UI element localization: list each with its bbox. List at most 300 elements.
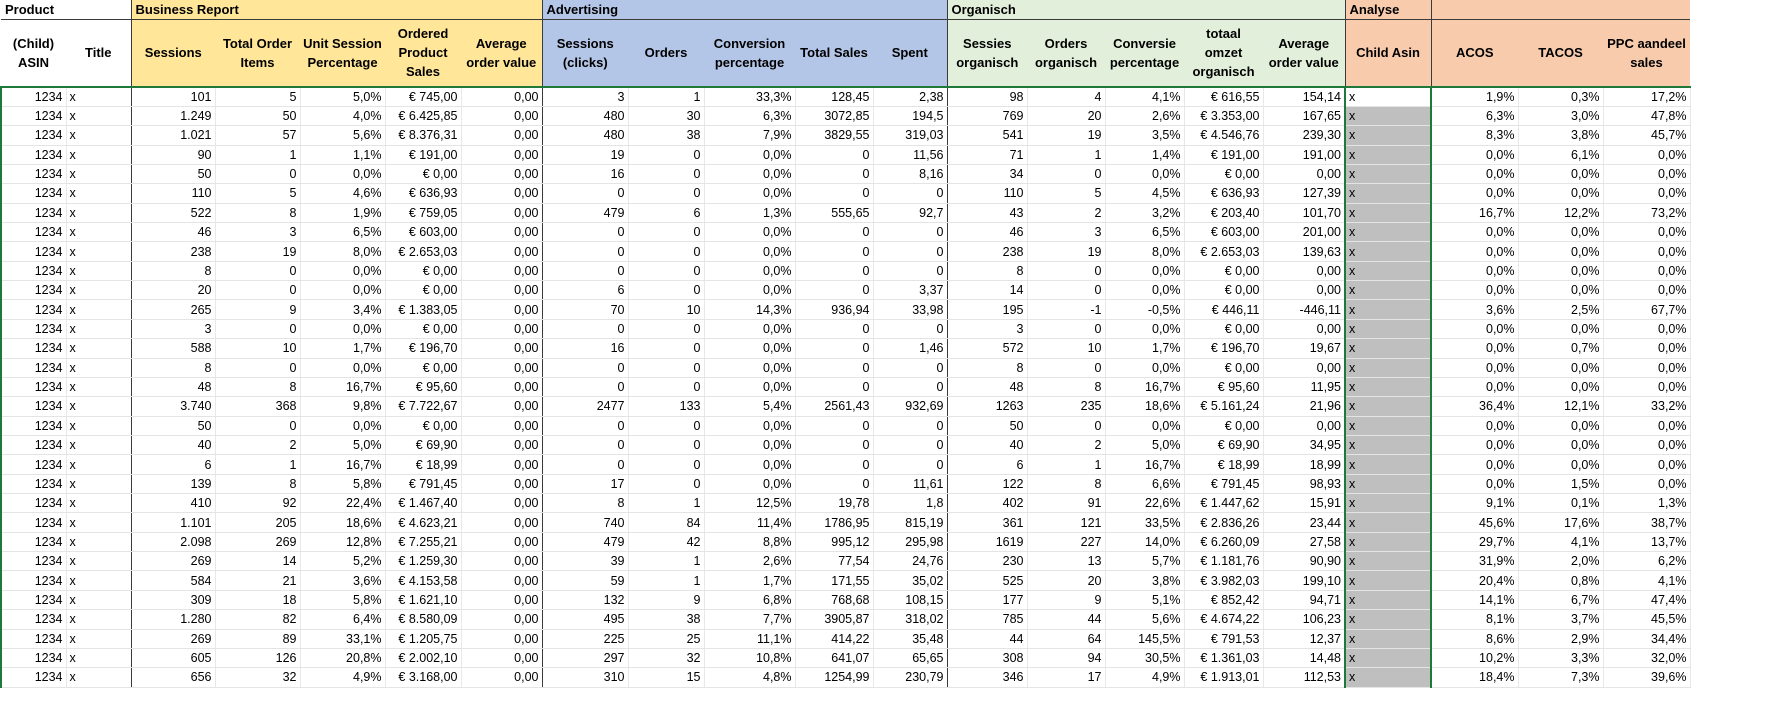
- cell-tacos[interactable]: 0,1%: [1518, 494, 1603, 513]
- cell-acos[interactable]: 29,7%: [1431, 532, 1518, 551]
- cell-sessies-organisch[interactable]: 402: [947, 494, 1027, 513]
- cell-conversie-percentage[interactable]: 1,7%: [1105, 339, 1184, 358]
- cell-conversie-percentage[interactable]: 4,5%: [1105, 184, 1184, 203]
- cell-ppc-aandeel-sales[interactable]: 0,0%: [1603, 474, 1690, 493]
- cell-sessions[interactable]: 50: [131, 164, 215, 183]
- cell-ordered-product-sales[interactable]: € 4.153,58: [385, 571, 461, 590]
- header-spent[interactable]: Spent: [873, 19, 947, 87]
- cell-child-asin[interactable]: x: [1345, 87, 1431, 106]
- cell-spent[interactable]: 295,98: [873, 532, 947, 551]
- cell-sessies-organisch[interactable]: 50: [947, 416, 1027, 435]
- cell-asin[interactable]: 1234: [1, 648, 66, 667]
- cell-conversion-percentage[interactable]: 0,0%: [704, 261, 795, 280]
- cell-sessions[interactable]: 90: [131, 145, 215, 164]
- cell-orders[interactable]: 0: [628, 223, 704, 242]
- cell-acos[interactable]: 0,0%: [1431, 416, 1518, 435]
- cell-spent[interactable]: 8,16: [873, 164, 947, 183]
- cell-sessions[interactable]: 1.021: [131, 126, 215, 145]
- cell-ordered-product-sales[interactable]: € 0,00: [385, 319, 461, 338]
- cell-sessies-organisch[interactable]: 785: [947, 610, 1027, 629]
- cell-orders[interactable]: 1: [628, 571, 704, 590]
- cell-asin[interactable]: 1234: [1, 339, 66, 358]
- cell-total-order-items[interactable]: 0: [215, 358, 300, 377]
- cell-unit-session-percentage[interactable]: 8,0%: [300, 242, 385, 261]
- cell-conversie-percentage[interactable]: 0,0%: [1105, 164, 1184, 183]
- cell-asin[interactable]: 1234: [1, 377, 66, 396]
- cell-ordered-product-sales[interactable]: € 7.722,67: [385, 397, 461, 416]
- cell-ordered-product-sales[interactable]: € 2.653,03: [385, 242, 461, 261]
- cell-child-asin[interactable]: x: [1345, 164, 1431, 183]
- cell-ppc-aandeel-sales[interactable]: 0,0%: [1603, 339, 1690, 358]
- cell-sessions-clicks[interactable]: 0: [542, 377, 628, 396]
- cell-sessions-clicks[interactable]: 0: [542, 223, 628, 242]
- cell-sessies-organisch[interactable]: 46: [947, 223, 1027, 242]
- cell-totaal-omzet-organisch[interactable]: € 0,00: [1184, 164, 1263, 183]
- cell-asin[interactable]: 1234: [1, 164, 66, 183]
- cell-total-sales[interactable]: 2561,43: [795, 397, 873, 416]
- cell-totaal-omzet-organisch[interactable]: € 2.653,03: [1184, 242, 1263, 261]
- cell-spent[interactable]: 35,02: [873, 571, 947, 590]
- cell-conversie-percentage[interactable]: 145,5%: [1105, 629, 1184, 648]
- cell-total-sales[interactable]: 1786,95: [795, 513, 873, 532]
- cell-total-order-items[interactable]: 21: [215, 571, 300, 590]
- cell-tacos[interactable]: 12,1%: [1518, 397, 1603, 416]
- cell-sessions-clicks[interactable]: 480: [542, 126, 628, 145]
- cell-orders[interactable]: 0: [628, 435, 704, 454]
- cell-tacos[interactable]: 12,2%: [1518, 203, 1603, 222]
- cell-orders-organisch[interactable]: 19: [1027, 242, 1105, 261]
- cell-sessies-organisch[interactable]: 34: [947, 164, 1027, 183]
- cell-ordered-product-sales[interactable]: € 8.580,09: [385, 610, 461, 629]
- cell-conversion-percentage[interactable]: 0,0%: [704, 281, 795, 300]
- cell-ordered-product-sales[interactable]: € 196,70: [385, 339, 461, 358]
- cell-unit-session-percentage[interactable]: 0,0%: [300, 281, 385, 300]
- cell-title[interactable]: x: [66, 455, 131, 474]
- cell-conversion-percentage[interactable]: 0,0%: [704, 474, 795, 493]
- header-sessions-clicks[interactable]: Sessions (clicks): [542, 19, 628, 87]
- cell-conversie-percentage[interactable]: 3,5%: [1105, 126, 1184, 145]
- cell-sessions[interactable]: 40: [131, 435, 215, 454]
- cell-orders-organisch[interactable]: 1: [1027, 145, 1105, 164]
- cell-orders[interactable]: 133: [628, 397, 704, 416]
- cell-orders-organisch[interactable]: 5: [1027, 184, 1105, 203]
- cell-tacos[interactable]: 1,5%: [1518, 474, 1603, 493]
- cell-ordered-product-sales[interactable]: € 1.467,40: [385, 494, 461, 513]
- cell-sessies-organisch[interactable]: 48: [947, 377, 1027, 396]
- cell-child-asin[interactable]: x: [1345, 590, 1431, 609]
- cell-org-average-order-value[interactable]: 12,37: [1263, 629, 1345, 648]
- cell-acos[interactable]: 0,0%: [1431, 184, 1518, 203]
- cell-conversie-percentage[interactable]: 4,1%: [1105, 87, 1184, 106]
- cell-spent[interactable]: 319,03: [873, 126, 947, 145]
- cell-conversie-percentage[interactable]: 0,0%: [1105, 358, 1184, 377]
- cell-org-average-order-value[interactable]: 23,44: [1263, 513, 1345, 532]
- cell-totaal-omzet-organisch[interactable]: € 616,55: [1184, 87, 1263, 106]
- cell-conversion-percentage[interactable]: 0,0%: [704, 455, 795, 474]
- cell-tacos[interactable]: 17,6%: [1518, 513, 1603, 532]
- cell-asin[interactable]: 1234: [1, 184, 66, 203]
- cell-unit-session-percentage[interactable]: 20,8%: [300, 648, 385, 667]
- cell-asin[interactable]: 1234: [1, 590, 66, 609]
- cell-title[interactable]: x: [66, 435, 131, 454]
- cell-sessies-organisch[interactable]: 541: [947, 126, 1027, 145]
- cell-org-average-order-value[interactable]: 106,23: [1263, 610, 1345, 629]
- cell-child-asin[interactable]: x: [1345, 532, 1431, 551]
- header-orders-organisch[interactable]: Orders organisch: [1027, 19, 1105, 87]
- cell-conversie-percentage[interactable]: 14,0%: [1105, 532, 1184, 551]
- cell-org-average-order-value[interactable]: 191,00: [1263, 145, 1345, 164]
- cell-org-average-order-value[interactable]: -446,11: [1263, 300, 1345, 319]
- cell-total-order-items[interactable]: 18: [215, 590, 300, 609]
- group-product[interactable]: Product: [1, 0, 131, 19]
- cell-conversie-percentage[interactable]: 3,2%: [1105, 203, 1184, 222]
- cell-conversion-percentage[interactable]: 0,0%: [704, 358, 795, 377]
- cell-asin[interactable]: 1234: [1, 494, 66, 513]
- cell-totaal-omzet-organisch[interactable]: € 0,00: [1184, 416, 1263, 435]
- header-child-asin[interactable]: Child Asin: [1345, 19, 1431, 87]
- cell-sessies-organisch[interactable]: 44: [947, 629, 1027, 648]
- cell-conversie-percentage[interactable]: 16,7%: [1105, 455, 1184, 474]
- cell-title[interactable]: x: [66, 552, 131, 571]
- cell-unit-session-percentage[interactable]: 22,4%: [300, 494, 385, 513]
- cell-org-average-order-value[interactable]: 112,53: [1263, 668, 1345, 687]
- cell-conversie-percentage[interactable]: 16,7%: [1105, 377, 1184, 396]
- header-total-order-items[interactable]: Total Order Items: [215, 19, 300, 87]
- cell-average-order-value[interactable]: 0,00: [461, 494, 542, 513]
- cell-title[interactable]: x: [66, 223, 131, 242]
- cell-ppc-aandeel-sales[interactable]: 0,0%: [1603, 223, 1690, 242]
- cell-spent[interactable]: 815,19: [873, 513, 947, 532]
- cell-total-sales[interactable]: 3829,55: [795, 126, 873, 145]
- cell-ordered-product-sales[interactable]: € 18,99: [385, 455, 461, 474]
- header-orders[interactable]: Orders: [628, 19, 704, 87]
- cell-org-average-order-value[interactable]: 90,90: [1263, 552, 1345, 571]
- cell-average-order-value[interactable]: 0,00: [461, 281, 542, 300]
- cell-conversion-percentage[interactable]: 0,0%: [704, 145, 795, 164]
- cell-ppc-aandeel-sales[interactable]: 0,0%: [1603, 416, 1690, 435]
- cell-conversion-percentage[interactable]: 0,0%: [704, 339, 795, 358]
- header-conversion-percentage[interactable]: Conversion percentage: [704, 19, 795, 87]
- cell-total-order-items[interactable]: 5: [215, 87, 300, 106]
- cell-sessions[interactable]: 2.098: [131, 532, 215, 551]
- group-advertising[interactable]: Advertising: [542, 0, 947, 19]
- cell-tacos[interactable]: 2,9%: [1518, 629, 1603, 648]
- cell-sessions-clicks[interactable]: 70: [542, 300, 628, 319]
- cell-child-asin[interactable]: x: [1345, 358, 1431, 377]
- cell-child-asin[interactable]: x: [1345, 571, 1431, 590]
- cell-totaal-omzet-organisch[interactable]: € 203,40: [1184, 203, 1263, 222]
- cell-total-order-items[interactable]: 92: [215, 494, 300, 513]
- cell-org-average-order-value[interactable]: 0,00: [1263, 416, 1345, 435]
- cell-totaal-omzet-organisch[interactable]: € 3.353,00: [1184, 106, 1263, 125]
- header-sessies-organisch[interactable]: Sessies organisch: [947, 19, 1027, 87]
- cell-conversie-percentage[interactable]: 22,6%: [1105, 494, 1184, 513]
- cell-ppc-aandeel-sales[interactable]: 34,4%: [1603, 629, 1690, 648]
- cell-acos[interactable]: 10,2%: [1431, 648, 1518, 667]
- cell-total-sales[interactable]: 0: [795, 339, 873, 358]
- cell-conversion-percentage[interactable]: 0,0%: [704, 319, 795, 338]
- cell-sessions[interactable]: 265: [131, 300, 215, 319]
- cell-sessions[interactable]: 8: [131, 358, 215, 377]
- cell-sessions[interactable]: 1.280: [131, 610, 215, 629]
- cell-spent[interactable]: 318,02: [873, 610, 947, 629]
- cell-average-order-value[interactable]: 0,00: [461, 261, 542, 280]
- cell-sessies-organisch[interactable]: 308: [947, 648, 1027, 667]
- cell-orders-organisch[interactable]: 4: [1027, 87, 1105, 106]
- cell-sessions[interactable]: 584: [131, 571, 215, 590]
- cell-asin[interactable]: 1234: [1, 145, 66, 164]
- cell-title[interactable]: x: [66, 648, 131, 667]
- cell-spent[interactable]: 1,8: [873, 494, 947, 513]
- cell-totaal-omzet-organisch[interactable]: € 1.447,62: [1184, 494, 1263, 513]
- cell-title[interactable]: x: [66, 319, 131, 338]
- cell-acos[interactable]: 31,9%: [1431, 552, 1518, 571]
- cell-orders-organisch[interactable]: 0: [1027, 416, 1105, 435]
- cell-sessions-clicks[interactable]: 16: [542, 339, 628, 358]
- cell-asin[interactable]: 1234: [1, 474, 66, 493]
- cell-orders-organisch[interactable]: 0: [1027, 319, 1105, 338]
- cell-conversie-percentage[interactable]: 30,5%: [1105, 648, 1184, 667]
- cell-average-order-value[interactable]: 0,00: [461, 223, 542, 242]
- cell-conversie-percentage[interactable]: 5,7%: [1105, 552, 1184, 571]
- cell-ppc-aandeel-sales[interactable]: 32,0%: [1603, 648, 1690, 667]
- cell-sessies-organisch[interactable]: 122: [947, 474, 1027, 493]
- cell-unit-session-percentage[interactable]: 1,9%: [300, 203, 385, 222]
- cell-conversion-percentage[interactable]: 14,3%: [704, 300, 795, 319]
- cell-conversie-percentage[interactable]: 5,1%: [1105, 590, 1184, 609]
- cell-sessies-organisch[interactable]: 14: [947, 281, 1027, 300]
- cell-sessions-clicks[interactable]: 3: [542, 87, 628, 106]
- cell-conversion-percentage[interactable]: 0,0%: [704, 416, 795, 435]
- cell-tacos[interactable]: 0,0%: [1518, 184, 1603, 203]
- cell-org-average-order-value[interactable]: 127,39: [1263, 184, 1345, 203]
- cell-totaal-omzet-organisch[interactable]: € 0,00: [1184, 281, 1263, 300]
- cell-org-average-order-value[interactable]: 21,96: [1263, 397, 1345, 416]
- cell-unit-session-percentage[interactable]: 12,8%: [300, 532, 385, 551]
- cell-tacos[interactable]: 0,0%: [1518, 261, 1603, 280]
- cell-ppc-aandeel-sales[interactable]: 0,0%: [1603, 184, 1690, 203]
- cell-tacos[interactable]: 6,7%: [1518, 590, 1603, 609]
- cell-sessies-organisch[interactable]: 177: [947, 590, 1027, 609]
- cell-spent[interactable]: 92,7: [873, 203, 947, 222]
- cell-org-average-order-value[interactable]: 14,48: [1263, 648, 1345, 667]
- cell-orders-organisch[interactable]: 0: [1027, 261, 1105, 280]
- cell-total-sales[interactable]: 0: [795, 474, 873, 493]
- cell-conversie-percentage[interactable]: 5,0%: [1105, 435, 1184, 454]
- cell-totaal-omzet-organisch[interactable]: € 191,00: [1184, 145, 1263, 164]
- cell-acos[interactable]: 16,7%: [1431, 203, 1518, 222]
- cell-asin[interactable]: 1234: [1, 242, 66, 261]
- cell-total-sales[interactable]: 0: [795, 435, 873, 454]
- cell-spent[interactable]: 0: [873, 319, 947, 338]
- cell-totaal-omzet-organisch[interactable]: € 852,42: [1184, 590, 1263, 609]
- cell-tacos[interactable]: 3,0%: [1518, 106, 1603, 125]
- cell-totaal-omzet-organisch[interactable]: € 0,00: [1184, 319, 1263, 338]
- cell-orders-organisch[interactable]: 94: [1027, 648, 1105, 667]
- cell-acos[interactable]: 36,4%: [1431, 397, 1518, 416]
- cell-title[interactable]: x: [66, 610, 131, 629]
- cell-asin[interactable]: 1234: [1, 87, 66, 106]
- cell-sessies-organisch[interactable]: 1619: [947, 532, 1027, 551]
- cell-spent[interactable]: 0: [873, 242, 947, 261]
- cell-ppc-aandeel-sales[interactable]: 39,6%: [1603, 668, 1690, 687]
- cell-org-average-order-value[interactable]: 0,00: [1263, 319, 1345, 338]
- header-ordered-product-sales[interactable]: Ordered Product Sales: [385, 19, 461, 87]
- cell-ppc-aandeel-sales[interactable]: 17,2%: [1603, 87, 1690, 106]
- cell-acos[interactable]: 0,0%: [1431, 261, 1518, 280]
- cell-total-order-items[interactable]: 8: [215, 474, 300, 493]
- cell-acos[interactable]: 3,6%: [1431, 300, 1518, 319]
- cell-tacos[interactable]: 0,0%: [1518, 242, 1603, 261]
- cell-conversion-percentage[interactable]: 7,7%: [704, 610, 795, 629]
- cell-orders-organisch[interactable]: 0: [1027, 164, 1105, 183]
- cell-org-average-order-value[interactable]: 101,70: [1263, 203, 1345, 222]
- cell-total-sales[interactable]: 0: [795, 358, 873, 377]
- cell-spent[interactable]: 0: [873, 416, 947, 435]
- cell-title[interactable]: x: [66, 358, 131, 377]
- cell-sessions-clicks[interactable]: 0: [542, 261, 628, 280]
- cell-orders[interactable]: 0: [628, 455, 704, 474]
- cell-title[interactable]: x: [66, 416, 131, 435]
- cell-title[interactable]: x: [66, 261, 131, 280]
- cell-ordered-product-sales[interactable]: € 745,00: [385, 87, 461, 106]
- cell-sessies-organisch[interactable]: 238: [947, 242, 1027, 261]
- cell-average-order-value[interactable]: 0,00: [461, 648, 542, 667]
- header-sessions[interactable]: Sessions: [131, 19, 215, 87]
- cell-sessions-clicks[interactable]: 479: [542, 532, 628, 551]
- cell-total-sales[interactable]: 1254,99: [795, 668, 873, 687]
- cell-spent[interactable]: 194,5: [873, 106, 947, 125]
- cell-total-sales[interactable]: 0: [795, 261, 873, 280]
- cell-orders-organisch[interactable]: 13: [1027, 552, 1105, 571]
- cell-asin[interactable]: 1234: [1, 358, 66, 377]
- cell-acos[interactable]: 0,0%: [1431, 145, 1518, 164]
- cell-acos[interactable]: 8,6%: [1431, 629, 1518, 648]
- cell-sessies-organisch[interactable]: 230: [947, 552, 1027, 571]
- cell-ppc-aandeel-sales[interactable]: 47,4%: [1603, 590, 1690, 609]
- cell-title[interactable]: x: [66, 474, 131, 493]
- cell-sessies-organisch[interactable]: 8: [947, 358, 1027, 377]
- cell-unit-session-percentage[interactable]: 5,8%: [300, 474, 385, 493]
- cell-unit-session-percentage[interactable]: 0,0%: [300, 261, 385, 280]
- cell-average-order-value[interactable]: 0,00: [461, 552, 542, 571]
- cell-total-order-items[interactable]: 14: [215, 552, 300, 571]
- cell-sessions-clicks[interactable]: 8: [542, 494, 628, 513]
- cell-orders-organisch[interactable]: 10: [1027, 339, 1105, 358]
- cell-conversion-percentage[interactable]: 2,6%: [704, 552, 795, 571]
- cell-asin[interactable]: 1234: [1, 203, 66, 222]
- cell-title[interactable]: x: [66, 494, 131, 513]
- cell-orders[interactable]: 0: [628, 242, 704, 261]
- cell-orders-organisch[interactable]: 8: [1027, 377, 1105, 396]
- cell-orders[interactable]: 1: [628, 87, 704, 106]
- cell-total-order-items[interactable]: 0: [215, 281, 300, 300]
- cell-conversie-percentage[interactable]: 6,5%: [1105, 223, 1184, 242]
- cell-sessies-organisch[interactable]: 3: [947, 319, 1027, 338]
- cell-orders[interactable]: 0: [628, 281, 704, 300]
- cell-average-order-value[interactable]: 0,00: [461, 416, 542, 435]
- cell-unit-session-percentage[interactable]: 1,1%: [300, 145, 385, 164]
- cell-orders-organisch[interactable]: 235: [1027, 397, 1105, 416]
- cell-sessies-organisch[interactable]: 98: [947, 87, 1027, 106]
- cell-totaal-omzet-organisch[interactable]: € 636,93: [1184, 184, 1263, 203]
- cell-average-order-value[interactable]: 0,00: [461, 242, 542, 261]
- cell-total-sales[interactable]: 555,65: [795, 203, 873, 222]
- cell-total-sales[interactable]: 19,78: [795, 494, 873, 513]
- cell-total-order-items[interactable]: 8: [215, 377, 300, 396]
- cell-sessies-organisch[interactable]: 1263: [947, 397, 1027, 416]
- cell-child-asin[interactable]: x: [1345, 223, 1431, 242]
- cell-sessions[interactable]: 3.740: [131, 397, 215, 416]
- cell-total-order-items[interactable]: 0: [215, 261, 300, 280]
- cell-total-order-items[interactable]: 2: [215, 435, 300, 454]
- cell-average-order-value[interactable]: 0,00: [461, 203, 542, 222]
- cell-sessions-clicks[interactable]: 2477: [542, 397, 628, 416]
- cell-tacos[interactable]: 0,0%: [1518, 164, 1603, 183]
- cell-ppc-aandeel-sales[interactable]: 0,0%: [1603, 164, 1690, 183]
- cell-sessies-organisch[interactable]: 8: [947, 261, 1027, 280]
- cell-ordered-product-sales[interactable]: € 2.002,10: [385, 648, 461, 667]
- cell-average-order-value[interactable]: 0,00: [461, 145, 542, 164]
- cell-orders[interactable]: 0: [628, 261, 704, 280]
- cell-orders[interactable]: 0: [628, 358, 704, 377]
- cell-unit-session-percentage[interactable]: 5,2%: [300, 552, 385, 571]
- cell-average-order-value[interactable]: 0,00: [461, 126, 542, 145]
- cell-orders-organisch[interactable]: 20: [1027, 106, 1105, 125]
- header-asin[interactable]: (Child) ASIN: [1, 19, 66, 87]
- cell-total-sales[interactable]: 0: [795, 223, 873, 242]
- cell-sessions[interactable]: 1.249: [131, 106, 215, 125]
- cell-child-asin[interactable]: x: [1345, 668, 1431, 687]
- cell-sessions-clicks[interactable]: 495: [542, 610, 628, 629]
- cell-unit-session-percentage[interactable]: 5,0%: [300, 87, 385, 106]
- cell-totaal-omzet-organisch[interactable]: € 446,11: [1184, 300, 1263, 319]
- cell-child-asin[interactable]: x: [1345, 106, 1431, 125]
- cell-orders[interactable]: 0: [628, 416, 704, 435]
- cell-asin[interactable]: 1234: [1, 552, 66, 571]
- cell-acos[interactable]: 0,0%: [1431, 474, 1518, 493]
- cell-total-sales[interactable]: 641,07: [795, 648, 873, 667]
- cell-orders-organisch[interactable]: 17: [1027, 668, 1105, 687]
- cell-ordered-product-sales[interactable]: € 7.255,21: [385, 532, 461, 551]
- cell-totaal-omzet-organisch[interactable]: € 18,99: [1184, 455, 1263, 474]
- cell-sessies-organisch[interactable]: 40: [947, 435, 1027, 454]
- cell-spent[interactable]: 932,69: [873, 397, 947, 416]
- cell-asin[interactable]: 1234: [1, 397, 66, 416]
- cell-conversion-percentage[interactable]: 0,0%: [704, 377, 795, 396]
- cell-total-order-items[interactable]: 3: [215, 223, 300, 242]
- cell-unit-session-percentage[interactable]: 16,7%: [300, 455, 385, 474]
- cell-title[interactable]: x: [66, 668, 131, 687]
- cell-total-order-items[interactable]: 82: [215, 610, 300, 629]
- cell-tacos[interactable]: 4,1%: [1518, 532, 1603, 551]
- cell-orders[interactable]: 9: [628, 590, 704, 609]
- cell-spent[interactable]: 3,37: [873, 281, 947, 300]
- cell-orders-organisch[interactable]: 44: [1027, 610, 1105, 629]
- cell-total-sales[interactable]: 77,54: [795, 552, 873, 571]
- cell-total-sales[interactable]: 995,12: [795, 532, 873, 551]
- cell-totaal-omzet-organisch[interactable]: € 1.361,03: [1184, 648, 1263, 667]
- cell-totaal-omzet-organisch[interactable]: € 95,60: [1184, 377, 1263, 396]
- cell-sessies-organisch[interactable]: 6: [947, 455, 1027, 474]
- cell-title[interactable]: x: [66, 532, 131, 551]
- cell-title[interactable]: x: [66, 242, 131, 261]
- cell-sessions[interactable]: 269: [131, 629, 215, 648]
- cell-asin[interactable]: 1234: [1, 416, 66, 435]
- cell-acos[interactable]: 0,0%: [1431, 339, 1518, 358]
- cell-ppc-aandeel-sales[interactable]: 45,7%: [1603, 126, 1690, 145]
- cell-orders-organisch[interactable]: 8: [1027, 474, 1105, 493]
